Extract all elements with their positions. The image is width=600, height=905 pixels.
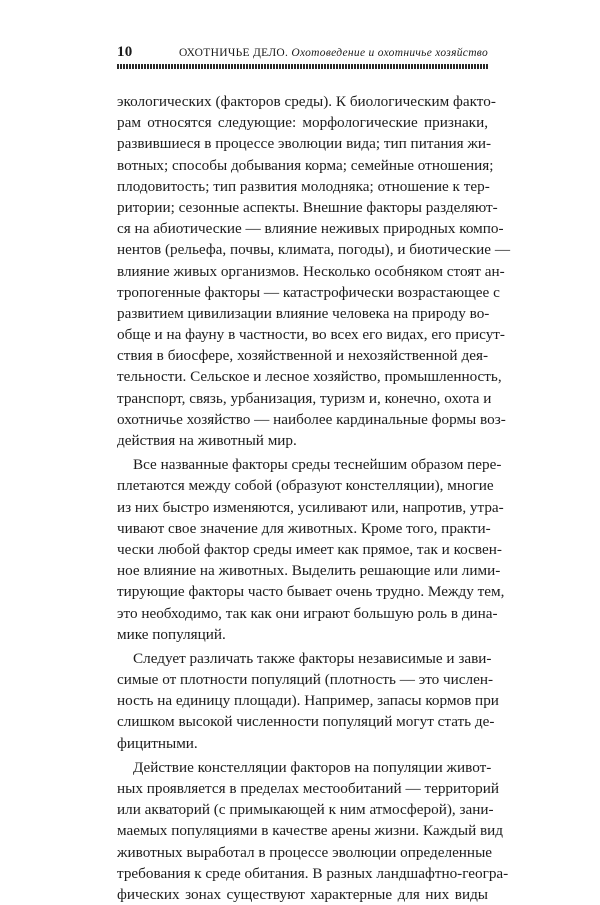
- header-title: [179, 47, 488, 59]
- text-line: тропогенные факторы — катастрофически возрастающее с: [117, 283, 500, 301]
- paragraph: [117, 454, 505, 645]
- text-line: вотных; способы добывания корма; семейные отношения;: [117, 156, 494, 174]
- book-title: ОХОТНИЧЬЕ ДЕЛО.: [178, 47, 289, 59]
- text-line: мике популяций.: [117, 625, 226, 643]
- book-subtitle: Охотоведение и охотничье хозяйство: [291, 47, 488, 59]
- text-line: Действие констелляции факторов на популяции живот-: [133, 758, 492, 776]
- text-line: чески любой фактор среды имеет как прямое, так и косвен-: [117, 540, 502, 558]
- text-line: это необходимо, так как они играют большую роль в дина-: [117, 604, 498, 622]
- paragraph: [117, 757, 509, 905]
- body-text: [117, 91, 511, 905]
- text-line: маемых популяциями в качестве арены жизни. Каждый вид: [117, 822, 504, 840]
- text-line: фических зонах существуют характерные для них виды: [117, 885, 488, 903]
- text-line: охотничье хозяйство — наиболее кардинальные формы воз-: [117, 410, 506, 428]
- running-head: [117, 44, 488, 62]
- text-line: из них быстро изменяются, усиливают или, напротив, утра-: [117, 498, 504, 516]
- page-number: 10: [117, 44, 133, 60]
- text-line: слишком высокой численности популяций могут стать де-: [117, 713, 495, 731]
- text-line: ся на абиотические — влияние неживых природных компо-: [117, 220, 504, 238]
- text-line: тельности. Сельское и лесное хозяйство, промышленность,: [117, 368, 502, 386]
- text-line: требования к среде обитания. В разных ландшафтно-геогра-: [117, 864, 509, 882]
- text-line: Все названные факторы среды теснейшим образом пере-: [133, 456, 502, 474]
- text-line: экологических (факторов среды). К биологическим факто-: [117, 93, 496, 110]
- paragraph: [117, 648, 499, 754]
- text-line: развившиеся в процессе эволюции вида; тип питания жи-: [117, 135, 492, 153]
- text-line: или акваторий (с примыкающей к ним атмосферой), зани-: [117, 801, 494, 819]
- text-line: развитием цивилизации влияние человека на природу во-: [117, 304, 490, 322]
- text-line: обще и на фауну в частности, во всех его видах, его присут-: [117, 326, 505, 344]
- text-line: ритории; сезонные аспекты. Внешние факторы разделяют-: [117, 198, 498, 216]
- text-line: фицитными.: [117, 734, 198, 752]
- text-line: ное влияние на животных. Выделить решающие или лими-: [117, 562, 501, 580]
- text-line: нентов (рельефа, почвы, климата, погоды), и биотические —: [117, 241, 511, 259]
- text-line: ствия в биосфере, хозяйственной и нехозяйственной дея-: [117, 347, 488, 365]
- text-line: животных выработал в процессе эволюции определенные: [117, 843, 493, 861]
- text-line: транспорт, связь, урбанизация, туризм и, конечно, охота и: [117, 389, 492, 407]
- text-line: плодовитость; тип развития молодняка; отношение к тер-: [117, 177, 490, 195]
- text-line: ность на единицу площади). Например, запасы кормов при: [117, 692, 499, 710]
- text-line: Следует различать также факторы независимые и зави-: [133, 649, 492, 667]
- text-line: симые от плотности популяций (плотность — это числен-: [117, 671, 494, 689]
- text-line: плетаются между собой (образуют констелляции), многие: [117, 477, 494, 495]
- text-line: тирующие факторы часто бывает очень трудно. Между тем,: [117, 583, 505, 601]
- text-line: чивают свое значение для животных. Кроме того, практи-: [117, 519, 491, 537]
- paragraph: [117, 91, 511, 451]
- text-line: влияние живых организмов. Несколько особняком стоят ан-: [117, 262, 505, 280]
- header-rule: [117, 64, 488, 69]
- text-line: действия на животный мир.: [117, 432, 297, 449]
- text-line: ных проявляется в пределах местообитаний — территорий: [117, 780, 500, 797]
- text-line: рам относятся следующие: морфологические признаки,: [117, 114, 488, 132]
